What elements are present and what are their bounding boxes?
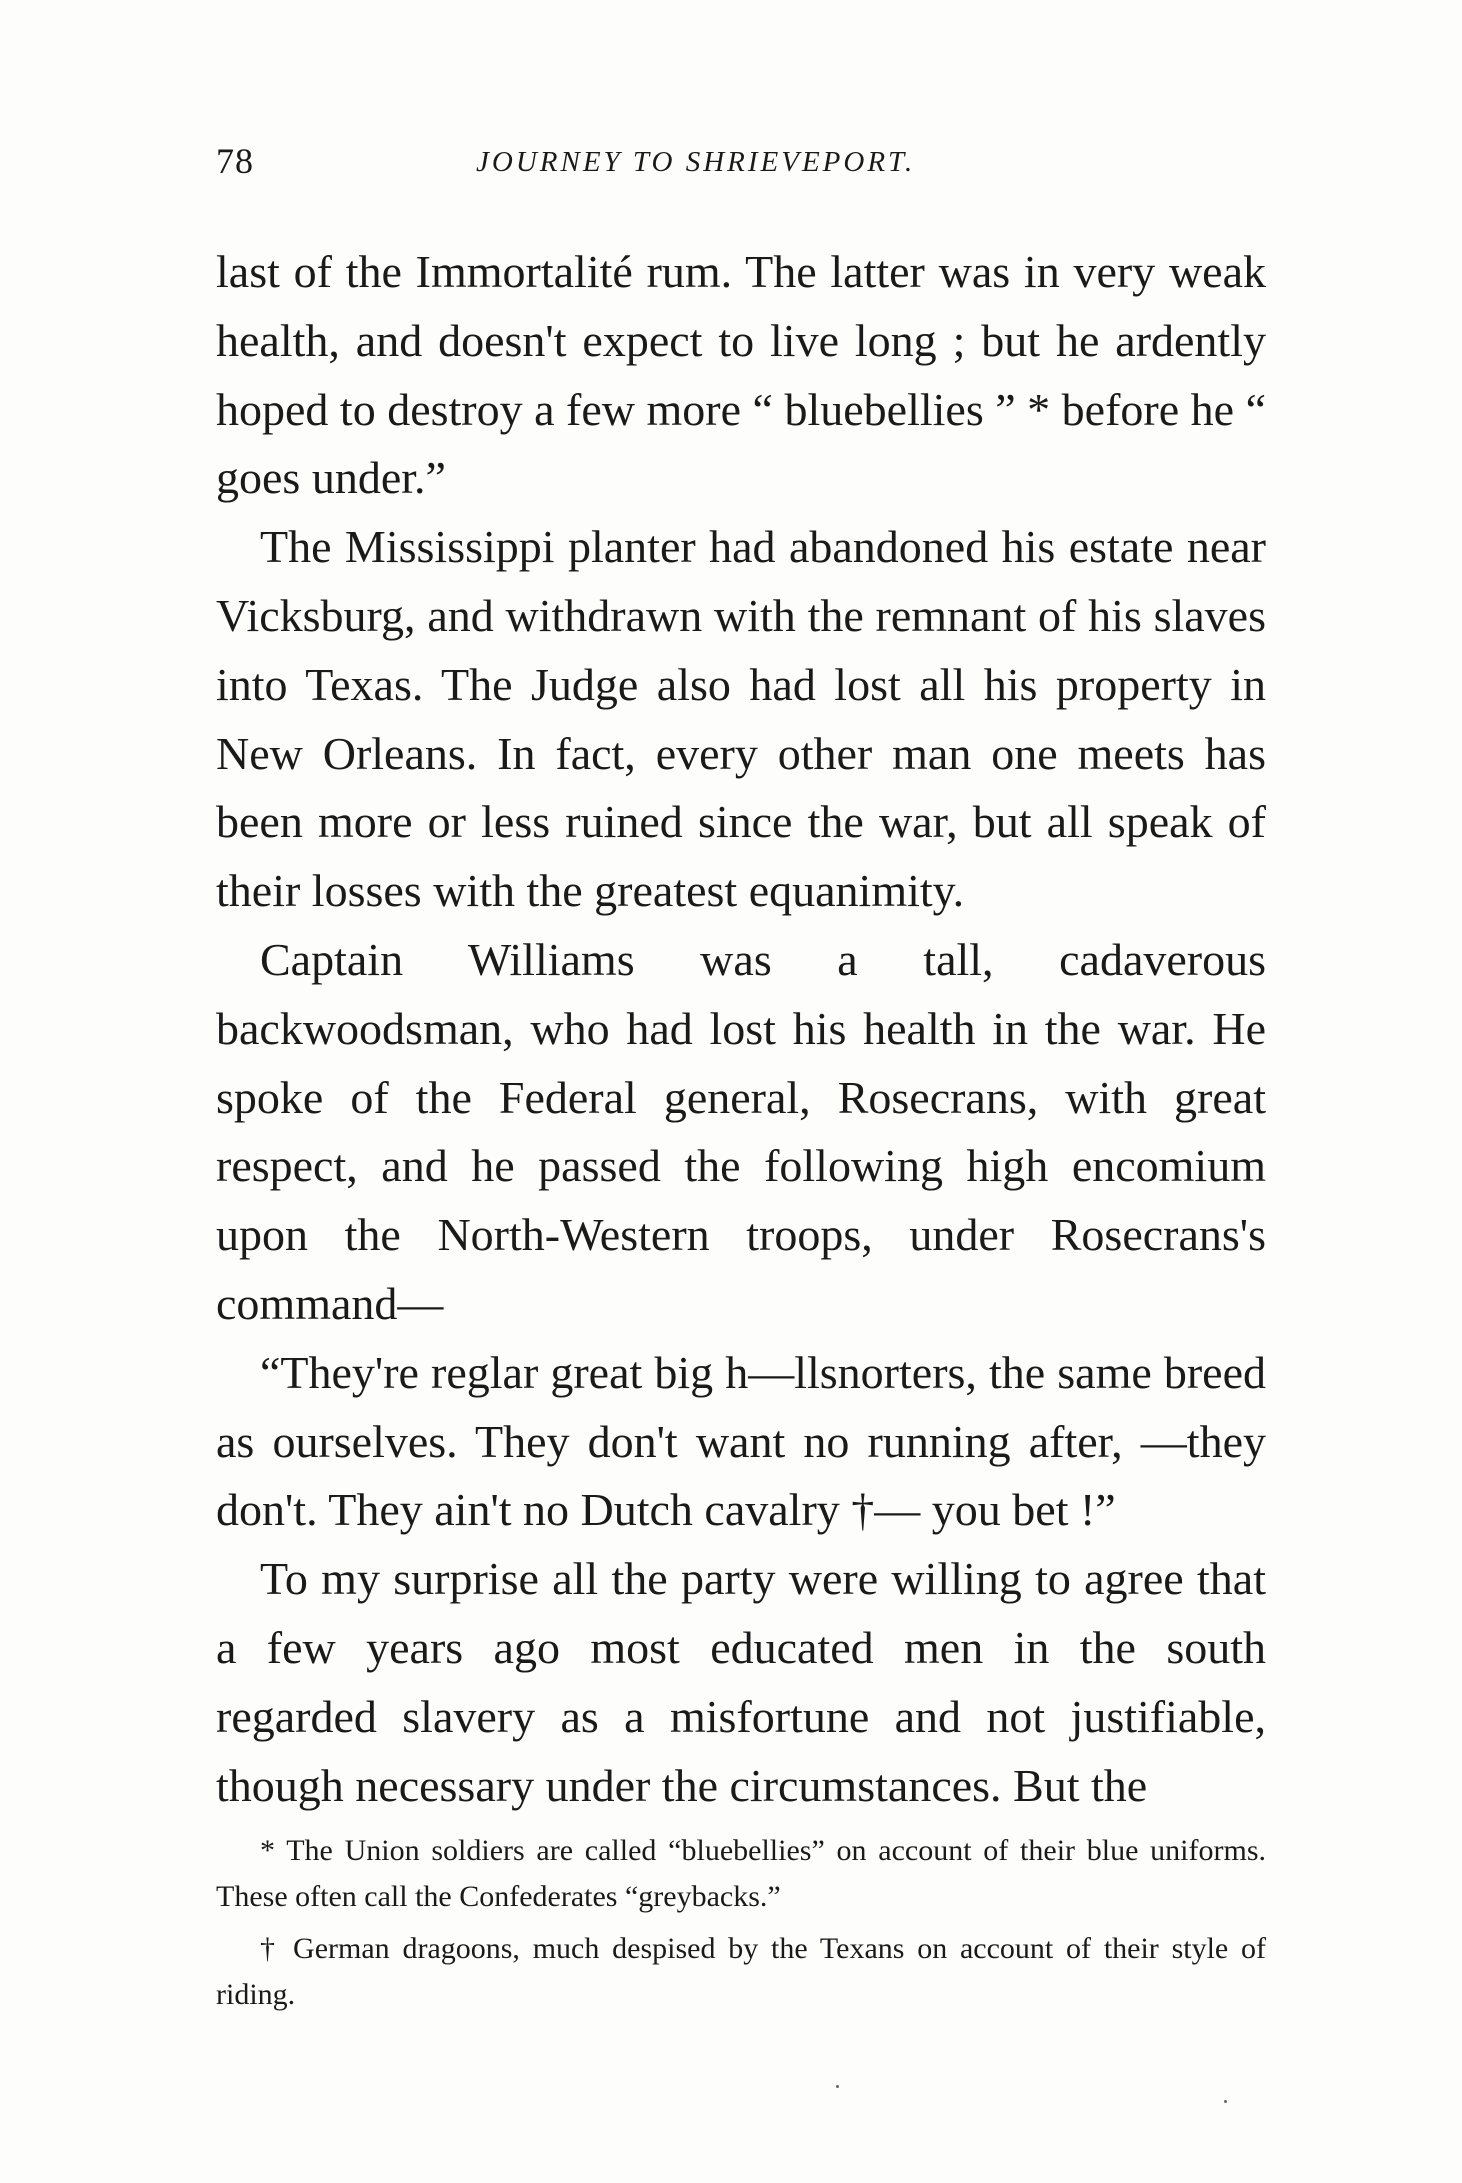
- paragraph: Captain Williams was a tall, cadaverous backwoodsman, who had lost his health in the war. He spoke of the Federal general, Rosecrans, with great respect, and he passed the following high encomium upon the North-Western troops, under Rosecrans's command—: [216, 933, 1266, 1329]
- chapter-title: JOURNEY TO SHRIEVEPORT.: [476, 146, 916, 178]
- paragraph: last of the Immortalité rum. The latter was in very weak health, and doesn't expect to live long ; but he ardently hoped to destroy a few more “ bluebellies ” * before he “ goes under.”: [216, 246, 1266, 504]
- body-text: [216, 238, 1266, 1820]
- footnote: † German dragoons, much despised by the Texans on account of their style of riding.: [216, 1932, 1266, 2011]
- running-header: [216, 140, 1266, 180]
- print-speck: [1224, 2100, 1227, 2103]
- print-speck: [836, 2085, 839, 2088]
- footnote: * The Union soldiers are called “bluebellies” on account of their blue uniforms. These often call the Confederates “greybacks.”: [216, 1834, 1266, 1913]
- paragraph: To my surprise all the party were willing to agree that a few years ago most educated men in the south regarded slavery as a misfortune and not justifiable, though necessary under the circumstances. But the: [216, 1553, 1266, 1811]
- paragraph: “They're reglar great big h—llsnorters, the same breed as ourselves. They don't want no running after, —they don't. They ain't no Dutch cavalry †— you bet !”: [216, 1346, 1266, 1536]
- paragraph: The Mississippi planter had abandoned his estate near Vicksburg, and withdrawn with the remnant of his slaves into Texas. The Judge also had lost all his property in New Orleans. In fact, every other man one meets has been more or less ruined since the war, but all speak of their losses with the greatest equanimity.: [216, 521, 1266, 917]
- footnotes: [216, 1828, 1266, 2024]
- page-number: 78: [216, 141, 254, 181]
